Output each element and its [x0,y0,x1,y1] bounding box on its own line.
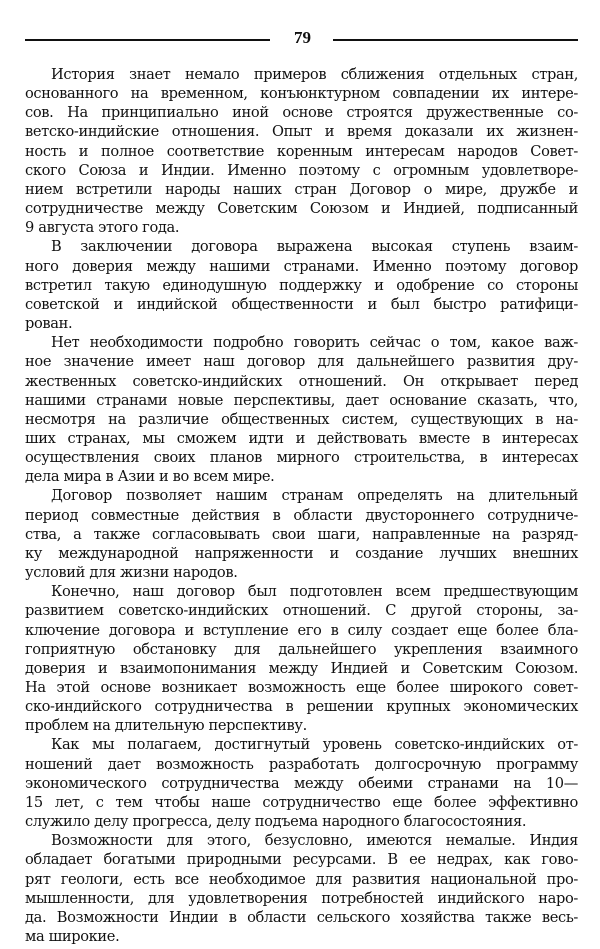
paragraph [25,831,578,946]
text-line: доверия и взаимопонимания между Индией и Советским Союзом. [25,659,578,677]
page-number: 79 [294,28,311,47]
text-line: гоприятную обстановку для дальнейшего укрепления взаимного [25,640,578,658]
text-line: жественных советско-индийских отношений. Он открывает перед [25,372,578,390]
paragraph [25,237,578,333]
text-line: служило делу прогресса, делу подъема народного благосостояния. [25,813,527,831]
text-line: ношений дает возможность разработать долгосрочную программу [25,755,578,773]
text-line: экономического сотрудничества между обеими странами на 10— [25,774,578,792]
header-rule-left [25,39,270,41]
paragraph [25,735,578,831]
text-line: период совместные действия в области двустороннего сотрудниче- [25,506,578,524]
text-line: условий для жизни народов. [25,564,238,582]
text-line: встретил такую единодушную поддержку и одобрение со стороны [25,276,578,294]
text-line: советской и индийской общественности и был быстро ратифици- [25,295,578,313]
paragraph [25,486,578,582]
text-line: ветско-индийские отношения. Опыт и время доказали их жизнен- [25,123,578,141]
text-line: 15 лет, с тем чтобы наше сотрудничество еще более эффективно [25,793,578,811]
text-line: мышленности, для удовлетворения потребностей индийского наро- [25,889,578,907]
text-line: основанного на временном, конъюнктурном совпадении их интере- [25,85,578,103]
text-line: рован. [25,315,73,333]
text-line: рят геологи, есть все необходимое для развития национальной про- [25,870,578,888]
text-line: История знает немало примеров сближения отдельных стран, [51,66,578,83]
text-line: проблем на длительную перспективу. [25,717,307,735]
text-line: ма широкие. [25,928,120,946]
text-line: Договор позволяет нашим странам определять на длительный [51,487,578,505]
text-line: нием встретили народы наших стран Договор о мире, дружбе и [25,180,578,198]
text-line: осуществления своих планов мирного строительства, в интересах [25,449,578,467]
text-line: сотрудничестве между Советским Союзом и Индией, подписанный [25,200,578,218]
text-line: Конечно, наш договор был подготовлен всем предшествующим [51,583,578,601]
text-line: ку международной напряженности и создание лучших внешних [25,544,578,562]
paragraph [25,65,578,237]
text-line: дела мира в Азии и во всем мире. [25,468,275,486]
text-line: ших странах, мы сможем идти и действовать вместе в интересах [25,429,578,447]
paragraph [25,582,578,735]
text-line: ства, а также согласовывать свои шаги, направленные на разряд- [25,525,578,543]
paragraph [25,333,578,486]
text-line: ного доверия между нашими странами. Именно поэтому договор [25,257,578,275]
text-line: В заключении договора выражена высокая ступень взаим- [51,238,578,256]
text-line: несмотря на различие общественных систем, существующих в на- [25,410,578,428]
text-line: На этой основе возникает возможность еще более широкого совет- [25,679,578,696]
header-rule-right [333,39,578,41]
text-line: Как мы полагаем, достигнутый уровень советско-индийских от- [51,736,578,754]
page-header [25,26,578,50]
text-line: ность и полное соответствие коренным интересам народов Совет- [25,142,578,160]
text-line: сов. На принципиально иной основе строятся дружественные со- [25,104,578,122]
page-body [25,65,578,946]
text-line: да. Возможности Индии в области сельского хозяйства также весь- [25,908,578,926]
text-line: развитием советско-индийских отношений. С другой стороны, за- [25,602,578,620]
text-line: Нет необходимости подробно говорить сейчас о том, какое важ- [51,334,578,352]
text-line: ное значение имеет наш договор для дальнейшего развития дру- [25,353,578,371]
text-line: обладает богатыми природными ресурсами. В ее недрах, как гово- [25,851,578,869]
text-line: ключение договора и вступление его в силу создает еще более бла- [25,621,578,639]
text-line: нашими странами новые перспективы, дает основание сказать, что, [25,391,578,409]
text-line: ско-индийского сотрудничества в решении крупных экономических [25,698,578,716]
text-line: Возможности для этого, безусловно, имеются немалые. Индия [51,832,578,850]
text-line: 9 августа этого года. [25,219,180,237]
text-line: ского Союза и Индии. Именно поэтому с огромным удовлетворе- [25,161,578,179]
